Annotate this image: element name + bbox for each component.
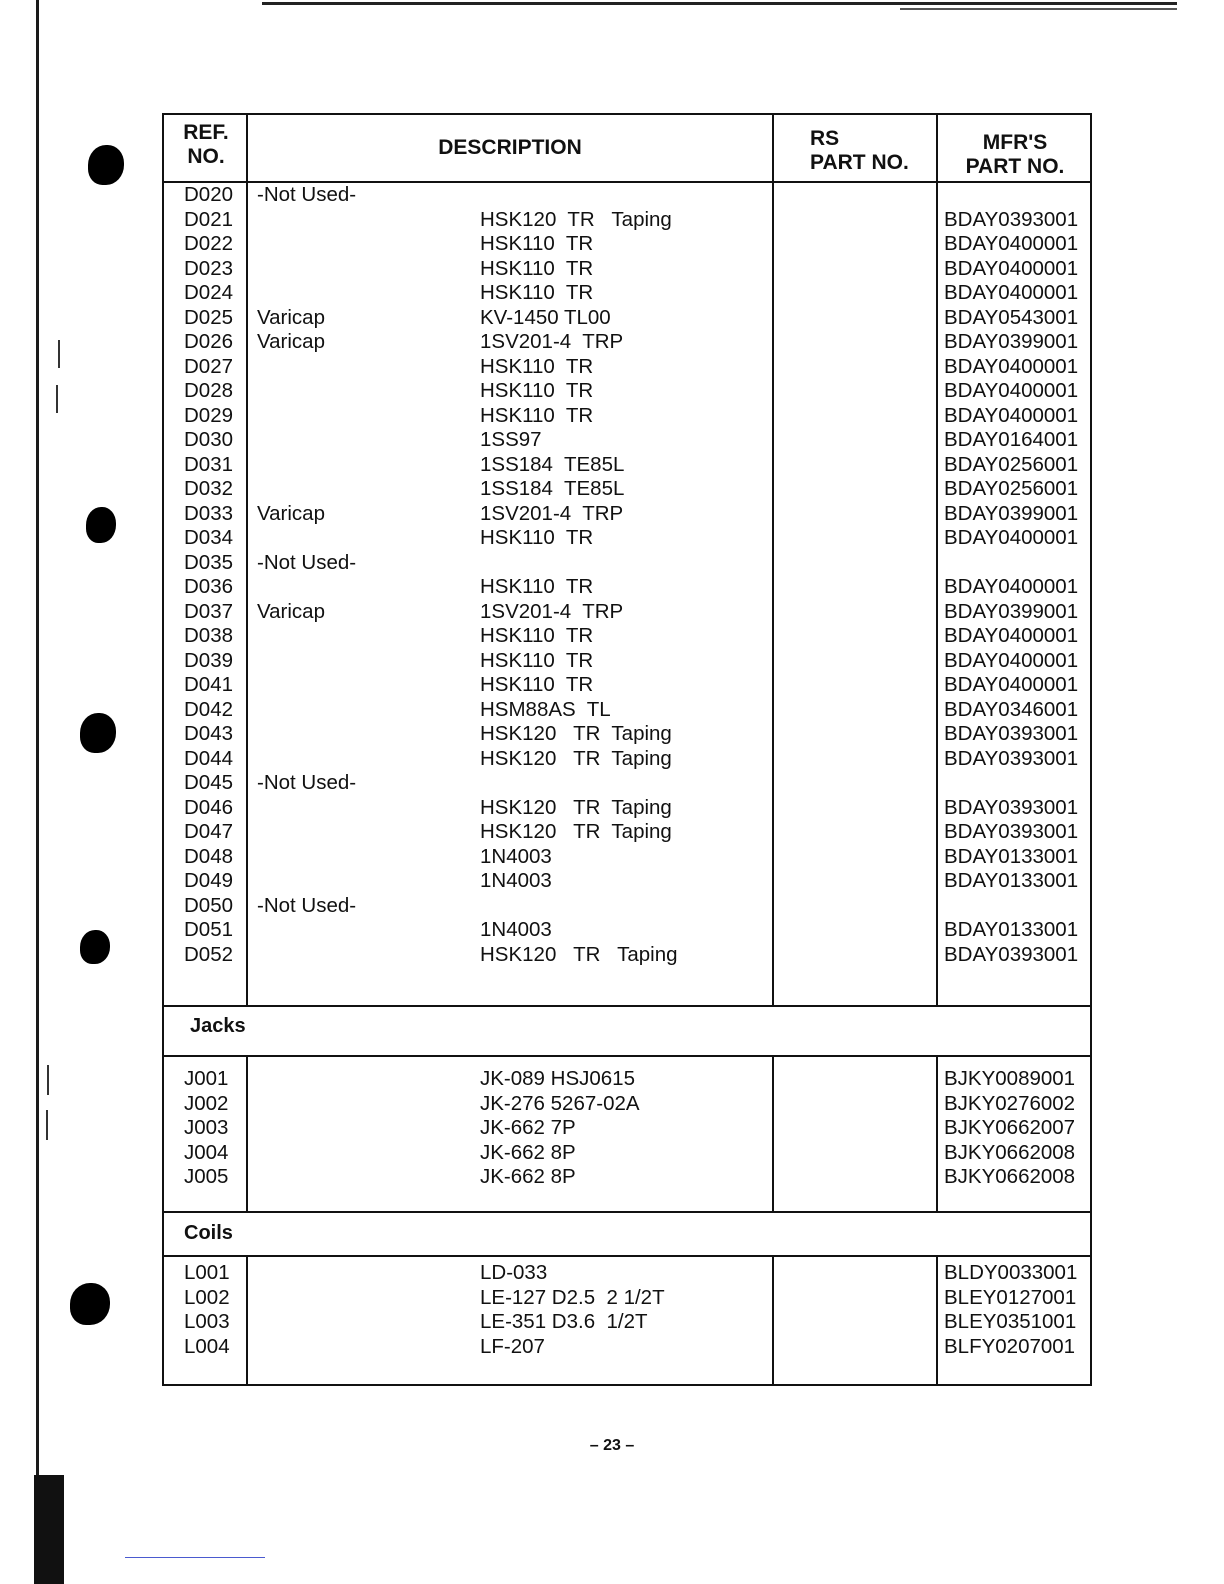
mfr-part-no-cell: BDAY0133001 <box>944 869 1079 892</box>
table-row <box>164 1067 1090 1092</box>
ref-no-cell: D047 <box>184 820 234 843</box>
mfr-part-no-cell: BDAY0393001 <box>944 942 1079 966</box>
description-cell: HSK120 TR Taping <box>480 795 672 819</box>
ref-no-cell: D020 <box>184 183 234 206</box>
label-cell: -Not Used- <box>257 771 357 794</box>
section-title-jacks: Jacks <box>190 1015 246 1037</box>
description-cell: 1N4003 <box>480 918 552 941</box>
ref-no-cell: D049 <box>184 869 234 892</box>
mfr-part-no-cell: BDAY0346001 <box>944 697 1079 721</box>
ref-no-cell: D033 <box>184 501 234 525</box>
table-row <box>164 355 1090 380</box>
description-cell: HSK120 TR Taping <box>480 942 678 966</box>
ref-no-cell: D022 <box>184 232 234 255</box>
table-row <box>164 502 1090 527</box>
ref-no-cell: D048 <box>184 844 234 868</box>
table-row <box>164 796 1090 821</box>
table-row <box>164 1335 1090 1360</box>
ref-no-cell: D041 <box>184 673 234 696</box>
ref-no-cell: D023 <box>184 256 234 280</box>
scan-underline <box>125 1557 265 1558</box>
table-row <box>164 330 1090 355</box>
label-cell: Varicap <box>257 599 325 623</box>
ref-no-cell: D052 <box>184 942 234 966</box>
table-row <box>164 257 1090 282</box>
table-row <box>164 820 1090 845</box>
table-row <box>164 183 1090 208</box>
table-row <box>164 1141 1090 1166</box>
ref-no-cell: D029 <box>184 403 234 427</box>
description-cell: JK-662 7P <box>480 1116 576 1139</box>
ref-no-cell: D025 <box>184 305 234 329</box>
description-cell: HSK110 TR <box>480 232 594 255</box>
table-row <box>164 1261 1090 1286</box>
table-row <box>164 453 1090 478</box>
description-cell: 1SS184 TE85L <box>480 477 625 500</box>
ref-no-cell: L001 <box>184 1261 230 1284</box>
mfr-part-no-cell: BDAY0399001 <box>944 599 1079 623</box>
description-cell: HSK120 TR Taping <box>480 207 672 231</box>
mfr-part-no-cell: BDAY0133001 <box>944 918 1079 941</box>
scan-mark <box>47 1065 49 1095</box>
ref-no-cell: D051 <box>184 918 234 941</box>
mfr-part-no-cell: BDAY0400001 <box>944 648 1079 672</box>
ref-no-cell: D036 <box>184 575 234 598</box>
description-cell: HSK120 TR Taping <box>480 722 672 745</box>
mfr-part-no-cell: BDAY0400001 <box>944 354 1079 378</box>
ref-no-cell: J003 <box>184 1116 229 1139</box>
mfr-part-no-cell: BDAY0393001 <box>944 722 1079 745</box>
mfr-part-no-cell: BDAY0393001 <box>944 746 1079 770</box>
label-cell: Varicap <box>257 305 325 329</box>
ref-no-cell: D050 <box>184 893 234 917</box>
mfr-part-no-cell: BDAY0399001 <box>944 501 1079 525</box>
description-cell: JK-662 8P <box>480 1165 576 1188</box>
scan-mark <box>56 385 58 413</box>
mfr-part-no-cell: BDAY0543001 <box>944 305 1079 329</box>
mfr-part-no-cell: BDAY0256001 <box>944 452 1079 476</box>
table-row <box>164 869 1090 894</box>
description-cell: HSK110 TR <box>480 673 594 696</box>
mfr-part-no-cell: BJKY0662008 <box>944 1140 1076 1164</box>
ref-no-cell: L004 <box>184 1334 230 1358</box>
table-row <box>164 428 1090 453</box>
description-cell: HSK110 TR <box>480 526 594 549</box>
table-row <box>164 722 1090 747</box>
table-row <box>164 575 1090 600</box>
description-cell: 1SV201-4 TRP <box>480 330 624 353</box>
ref-no-cell: D026 <box>184 330 234 353</box>
table-row <box>164 404 1090 429</box>
binder-hole-icon <box>86 507 116 543</box>
ref-no-cell: L003 <box>184 1310 230 1333</box>
header-description: DESCRIPTION <box>438 136 582 159</box>
description-cell: JK-276 5267-02A <box>480 1091 640 1115</box>
table-row <box>164 918 1090 943</box>
table-row <box>164 845 1090 870</box>
mfr-part-no-cell: BDAY0393001 <box>944 207 1079 231</box>
table-row <box>164 747 1090 772</box>
mfr-part-no-cell: BDAY0400001 <box>944 624 1079 647</box>
table-row <box>164 624 1090 649</box>
ref-no-cell: D021 <box>184 207 234 231</box>
label-cell: -Not Used- <box>257 183 357 206</box>
table-row <box>164 1286 1090 1311</box>
description-cell: HSK110 TR <box>480 256 594 280</box>
label-cell: Varicap <box>257 501 325 525</box>
mfr-part-no-cell: BDAY0256001 <box>944 477 1079 500</box>
table-row <box>164 649 1090 674</box>
mfr-part-no-cell: BDAY0393001 <box>944 795 1079 819</box>
table-row <box>164 943 1090 968</box>
binder-hole-icon <box>70 1283 110 1325</box>
mfr-part-no-cell: BDAY0400001 <box>944 379 1079 402</box>
binder-hole-icon <box>80 930 110 964</box>
table-row <box>164 673 1090 698</box>
table-row <box>164 281 1090 306</box>
table-row <box>164 1310 1090 1335</box>
mfr-part-no-cell: BDAY0399001 <box>944 330 1079 353</box>
description-cell: LD-033 <box>480 1261 548 1284</box>
ref-no-cell: D035 <box>184 550 234 574</box>
jacks-band <box>166 1007 1088 1055</box>
ref-no-cell: J004 <box>184 1140 229 1164</box>
ref-no-cell: D032 <box>184 477 234 500</box>
ref-no-cell: D024 <box>184 281 234 304</box>
mfr-part-no-cell: BDAY0400001 <box>944 403 1079 427</box>
label-cell: Varicap <box>257 330 325 353</box>
ref-no-cell: D027 <box>184 354 234 378</box>
jack-rows <box>164 1067 1090 1190</box>
scan-edge-top-secondary <box>900 8 1177 10</box>
section-title-coils: Coils <box>184 1222 233 1244</box>
table-row <box>164 208 1090 233</box>
mfr-part-no-cell: BJKY0276002 <box>944 1091 1076 1115</box>
description-cell: 1SS184 TE85L <box>480 452 625 476</box>
mfr-part-no-cell: BDAY0400001 <box>944 281 1079 304</box>
ref-no-cell: D046 <box>184 795 234 819</box>
description-cell: JK-089 HSJ0615 <box>480 1067 635 1090</box>
mfr-part-no-cell: BDAY0164001 <box>944 428 1079 451</box>
table-row <box>164 771 1090 796</box>
mfr-part-no-cell: BDAY0400001 <box>944 232 1079 255</box>
mfr-part-no-cell: BJKY0662008 <box>944 1165 1076 1188</box>
description-cell: 1SS97 <box>480 428 542 451</box>
header-ref-no: REF. NO. <box>183 121 229 168</box>
mfr-part-no-cell: BDAY0133001 <box>944 844 1079 868</box>
mfr-part-no-cell: BJKY0089001 <box>944 1067 1076 1090</box>
table-row <box>164 894 1090 919</box>
header-mfr-part-no: MFR'S PART NO. <box>965 131 1065 178</box>
scan-mark <box>58 340 60 368</box>
coil-rows <box>164 1261 1090 1359</box>
ref-no-cell: D037 <box>184 599 234 623</box>
description-cell: JK-662 8P <box>480 1140 576 1164</box>
table-row <box>164 551 1090 576</box>
ref-no-cell: J005 <box>184 1165 229 1188</box>
description-cell: 1N4003 <box>480 844 552 868</box>
description-cell: KV-1450 TL00 <box>480 305 611 329</box>
description-cell: HSK120 TR Taping <box>480 820 672 843</box>
description-cell: LE-127 D2.5 2 1/2T <box>480 1285 665 1309</box>
mfr-part-no-cell: BLEY0351001 <box>944 1310 1077 1333</box>
description-cell: HSK110 TR <box>480 403 594 427</box>
description-cell: HSK110 TR <box>480 281 594 304</box>
table-row <box>164 1116 1090 1141</box>
mfr-part-no-cell: BDAY0400001 <box>944 673 1079 696</box>
table-row <box>164 526 1090 551</box>
section-rule <box>164 1055 1090 1057</box>
mfr-part-no-cell: BDAY0400001 <box>944 575 1079 598</box>
table-row <box>164 698 1090 723</box>
page-number: – 23 – <box>589 1437 635 1454</box>
scan-edge-left <box>36 0 39 1584</box>
table-row <box>164 232 1090 257</box>
description-cell: LF-207 <box>480 1334 545 1358</box>
ref-no-cell: D045 <box>184 771 234 794</box>
description-cell: HSK110 TR <box>480 575 594 598</box>
ref-no-cell: D039 <box>184 648 234 672</box>
label-cell: -Not Used- <box>257 550 357 574</box>
mfr-part-no-cell: BDAY0400001 <box>944 526 1079 549</box>
mfr-part-no-cell: BLDY0033001 <box>944 1261 1078 1284</box>
mfr-part-no-cell: BDAY0400001 <box>944 256 1079 280</box>
ref-no-cell: D044 <box>184 746 234 770</box>
ref-no-cell: D034 <box>184 526 234 549</box>
table-row <box>164 379 1090 404</box>
description-cell: HSK110 TR <box>480 354 594 378</box>
ref-no-cell: J001 <box>184 1067 229 1090</box>
table-row <box>164 600 1090 625</box>
description-cell: HSK110 TR <box>480 648 594 672</box>
binder-hole-icon <box>88 145 124 185</box>
ref-no-cell: D042 <box>184 697 234 721</box>
description-cell: 1N4003 <box>480 869 552 892</box>
description-cell: 1SV201-4 TRP <box>480 501 624 525</box>
ref-no-cell: D030 <box>184 428 234 451</box>
ref-no-cell: D028 <box>184 379 234 402</box>
ref-no-cell: D031 <box>184 452 234 476</box>
table-row <box>164 1092 1090 1117</box>
description-cell: HSK110 TR <box>480 624 594 647</box>
scan-edge-left-bottom <box>34 1475 64 1584</box>
parts-table <box>162 113 1092 1386</box>
mfr-part-no-cell: BJKY0662007 <box>944 1116 1076 1139</box>
description-cell: HSM88AS TL <box>480 697 611 721</box>
binder-hole-icon <box>80 713 116 753</box>
ref-no-cell: D038 <box>184 624 234 647</box>
mfr-part-no-cell: BLEY0127001 <box>944 1285 1077 1309</box>
description-cell: HSK110 TR <box>480 379 594 402</box>
coils-band <box>166 1213 1088 1255</box>
description-cell: HSK120 TR Taping <box>480 746 672 770</box>
header-rs-part-no: RS PART NO. <box>810 127 909 174</box>
ref-no-cell: L002 <box>184 1285 230 1309</box>
table-row <box>164 477 1090 502</box>
table-row <box>164 306 1090 331</box>
diode-rows <box>164 183 1090 967</box>
mfr-part-no-cell: BLFY0207001 <box>944 1334 1076 1358</box>
scan-edge-top <box>262 2 1177 5</box>
label-cell: -Not Used- <box>257 893 357 917</box>
mfr-part-no-cell: BDAY0393001 <box>944 820 1079 843</box>
ref-no-cell: J002 <box>184 1091 229 1115</box>
scan-mark <box>46 1110 48 1140</box>
table-row <box>164 1165 1090 1190</box>
description-cell: 1SV201-4 TRP <box>480 599 624 623</box>
description-cell: LE-351 D3.6 1/2T <box>480 1310 648 1333</box>
section-rule <box>164 1255 1090 1257</box>
ref-no-cell: D043 <box>184 722 234 745</box>
